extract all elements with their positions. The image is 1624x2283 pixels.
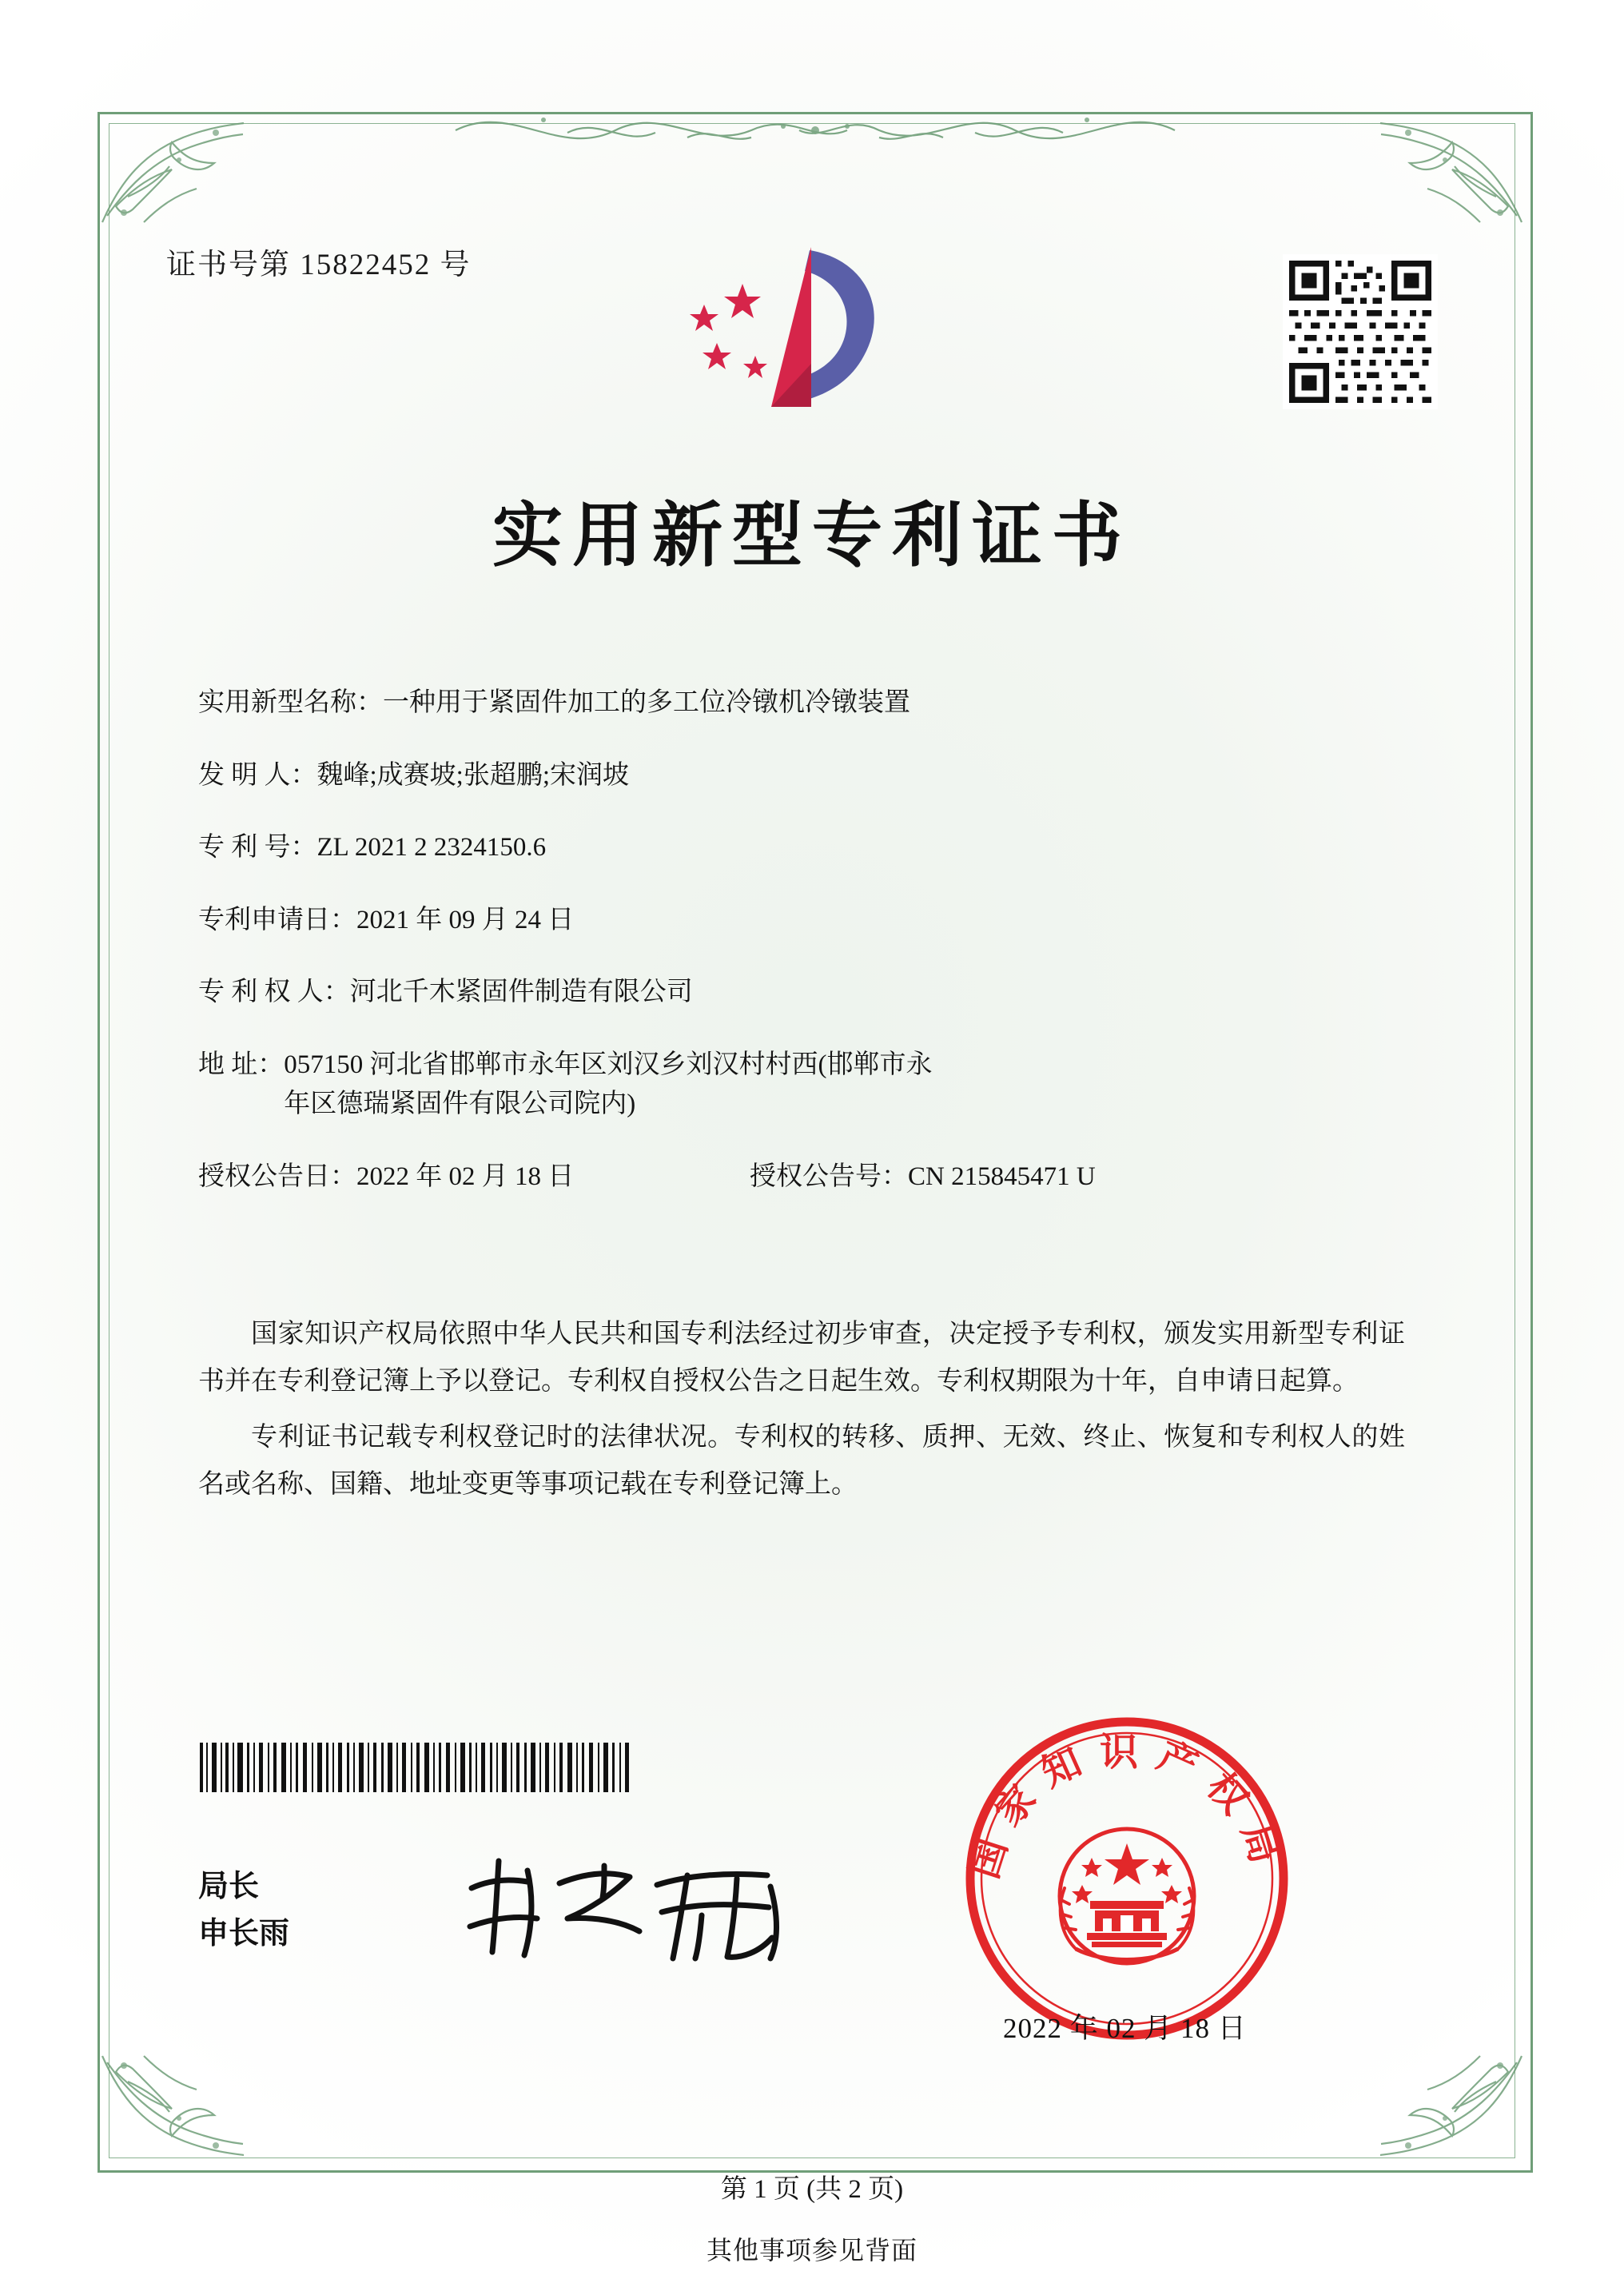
page-number: 第 1 页 (共 2 页)	[720, 2175, 904, 2204]
corner-ornament-bottom-right	[1376, 2048, 1528, 2168]
cnipa-logo	[675, 236, 923, 428]
field-value: 2021 年 09 月 24 日	[356, 905, 575, 934]
paragraph-1: 国家知识产权局依照中华人民共和国专利法经过初步审查，决定授予专利权，颁发实用新型专利证书并在专利登记簿上予以登记。专利权自授权公告之日起生效。专利权期限为十年，自申请日起算。	[198, 1320, 1405, 1396]
top-flourish-ornament	[448, 102, 1183, 158]
field-grant-row	[198, 1157, 1397, 1197]
field-label: 专 利 号：	[198, 833, 317, 862]
field-utility-model-name	[198, 683, 1397, 723]
field-inventors	[198, 756, 1397, 796]
certificate-number: 证书号第 15822452 号	[166, 249, 472, 281]
page-title: 实用新型专利证书	[492, 493, 1132, 576]
field-application-date	[198, 901, 1397, 941]
legal-text	[198, 1311, 1405, 1518]
field-value: ZL 2021 2 2324150.6	[316, 833, 547, 862]
paragraph-2: 专利证书记载专利权登记时的法律状况。专利权的转移、质押、无效、终止、恢复和专利权人的姓名或名称、国籍、地址变更等事项记载在专利登记簿上。	[198, 1423, 1405, 1500]
director-title-label: 局长	[198, 1868, 260, 1903]
field-address	[198, 1046, 1397, 1125]
field-value-group	[284, 1046, 1397, 1125]
director-name: 申长雨	[198, 1914, 290, 1950]
field-label: 授权公告日：	[198, 1161, 356, 1191]
field-label: 发 明 人：	[198, 760, 317, 790]
seal-date: 2022 年 02 月 18 日	[1003, 2013, 1247, 2044]
qr-code	[1283, 254, 1438, 409]
barcode	[198, 1743, 634, 1792]
field-label: 授权公告号：	[750, 1161, 908, 1191]
field-value: 一种用于紧固件加工的多工位冷镦机冷镦装置	[383, 688, 910, 717]
field-patent-number	[198, 828, 1397, 868]
director-signature	[448, 1839, 823, 1974]
corner-ornament-top-left	[96, 110, 248, 230]
svg-text:国家知识产权局: 国家知识产权局	[961, 1730, 1292, 1884]
address-line-2: 年区德瑞紧固件有限公司院内)	[284, 1090, 636, 1118]
field-label: 实用新型名称：	[198, 688, 383, 717]
corner-ornament-top-right	[1376, 110, 1528, 230]
field-label: 专 利 权 人：	[198, 978, 350, 1006]
footer-note: 其他事项参见背面	[706, 2236, 917, 2265]
corner-ornament-bottom-left	[96, 2048, 248, 2168]
field-value: CN 215845471 U	[908, 1161, 1096, 1191]
field-value: 2022 年 02 月 18 日	[356, 1161, 575, 1191]
field-value: 魏峰;成赛坡;张超鹏;宋润坡	[316, 760, 630, 790]
field-grant-number	[750, 1157, 1096, 1197]
director-block	[198, 1863, 289, 1957]
field-grant-date	[198, 1157, 750, 1197]
field-value: 河北千木紧固件制造有限公司	[349, 978, 693, 1006]
address-line-1: 057150 河北省邯郸市永年区刘汉乡刘汉村村西(邯郸市永	[284, 1050, 933, 1079]
field-list	[198, 683, 1397, 1225]
official-seal	[959, 1711, 1295, 2046]
field-label: 地 址：	[198, 1050, 285, 1079]
field-label: 专利申请日：	[198, 905, 356, 934]
field-patentee	[198, 973, 1397, 1013]
